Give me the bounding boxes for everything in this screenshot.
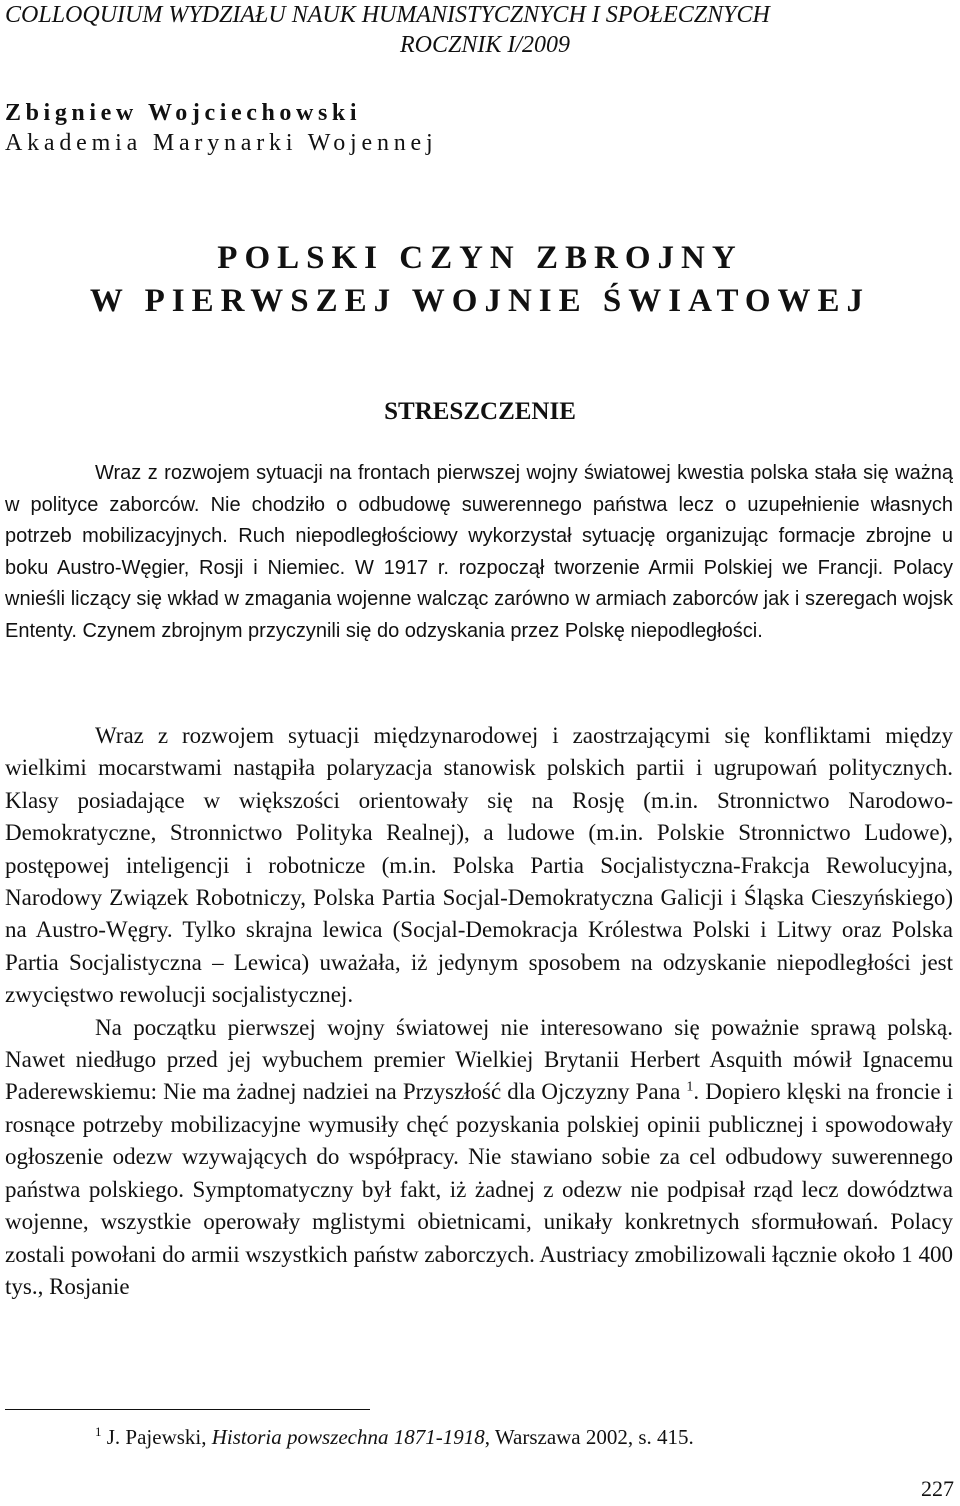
article-title-line-1: POLSKI CZYN ZBROJNY — [217, 240, 743, 276]
footnote-number: 1 — [95, 1424, 102, 1439]
body-text — [5, 720, 953, 1303]
body-paragraph-1: Wraz z rozwojem sytuacji międzynarodowej i zaostrzającymi się konfliktami między wielkimi mocarstwami nastąpiła polaryzacja stanowisk polskich partii i ugrupowań politycznych. Klasy posiadające w większości orientowały się na Rosję (m.in. Stronnictwo Narodowo-Demokratyczne, Stronnictwo Polityka Realnej), a ludowe (m.in. Polskie Stronnictwo Ludowe), postępowej inteligencji i robotnicze (m.in. Polska Partia Socjalistyczna-Frakcja Rewolucyjna, Narodowy Związek Robotniczy, Polska Partia Socjal-Demokratyczna Galicji i Śląska Cieszyńskiego) na Austro-Węgry. Tylko skrajna lewica (Socjal-Demokracja Królestwa Polski i Litwy oraz Polska Partia Socjalistyczna – Lewica) uważała, iż jedynym sposobem na odzyskanie niepodległości jest zwycięstwo rewolucji socjalistycznej. — [5, 723, 953, 1008]
footnote — [5, 1422, 953, 1452]
footnote-separator — [5, 1409, 370, 1410]
journal-name: COLLOQUIUM WYDZIAŁU NAUK HUMANISTYCZNYCH I SPOŁECZNYCH — [5, 2, 770, 28]
author-affiliation: Akademia Marynarki Wojennej — [5, 130, 438, 156]
paragraph-2-text-a: Na początku pierwszej wojny światowej nie interesowano się poważnie sprawą polską. Nawet niedługo przed jej wybuchem premier Wielkiej Brytanii Herbert Asquith mówił Ignacemu Paderewskiemu: Nie ma żadnej nadziei na Przyszłość dla Ojczyzny Pana — [5, 1014, 953, 1105]
journal-volume: ROCZNIK I/2009 — [399, 32, 570, 58]
footnote-work-title: Historia powszechna 1871-1918 — [211, 1425, 485, 1449]
footnote-publication: , Warszawa 2002, s. 415. — [484, 1425, 694, 1449]
body-paragraph-2 — [5, 1012, 953, 1304]
article-title-line-2: W PIERWSZEJ WOJNIE ŚWIATOWEJ — [89, 283, 871, 319]
footnote-reference[interactable]: 1 — [686, 1079, 694, 1095]
page-number: 227 — [921, 1476, 954, 1501]
paragraph-2-text-b: . Dopiero klęski na froncie i rosnące potrzeby mobilizacyjne wymusiły chęć pozyskania polskiej opinii publicznej i spowodowały ogłoszenie odezw wzywających do współpracy. Nie stawiano sobie za cel odbudowy suwerennego państwa polskiego. Symptomatyczny był fakt, iż żadnej z odezw nie podpisał rząd lecz dowództwa wojenne, wszystkie operowały mglistymi obietnicami, unikały konkretnych sformułowań. Polacy zostali powołani do armii wszystkich państw zaborczych. Austriacy zmobilizowali łącznie około 1 400 tys., Rosjanie — [5, 1079, 953, 1299]
abstract-text: Wraz z rozwojem sytuacji na frontach pierwszej wojny światowej kwestia polska stała się ważną w polityce zaborców. Nie chodziło o odbudowę suwerennego państwa lecz o uzupełnienie własnych potrzeb mobilizacyjnych. Ruch niepodległościowy wykorzystał sytuację organizując formacje zbrojne u boku Austro-Węgier, Rosji i Niemiec. W 1917 r. rozpoczął tworzenie Armii Polskiej we Francji. Polacy wnieśli liczący się wkład w zmagania wojenne walcząc zarówno w armiach zaborców jak i szeregach wojsk Ententy. Czynem zbrojnym przyczynili się do odzyskania przez Polskę niepodległości. — [5, 462, 953, 642]
author-name: Zbigniew Wojciechowski — [5, 100, 362, 126]
abstract-heading: STRESZCZENIE — [384, 398, 576, 425]
footnote-author: J. Pajewski, — [106, 1425, 212, 1449]
